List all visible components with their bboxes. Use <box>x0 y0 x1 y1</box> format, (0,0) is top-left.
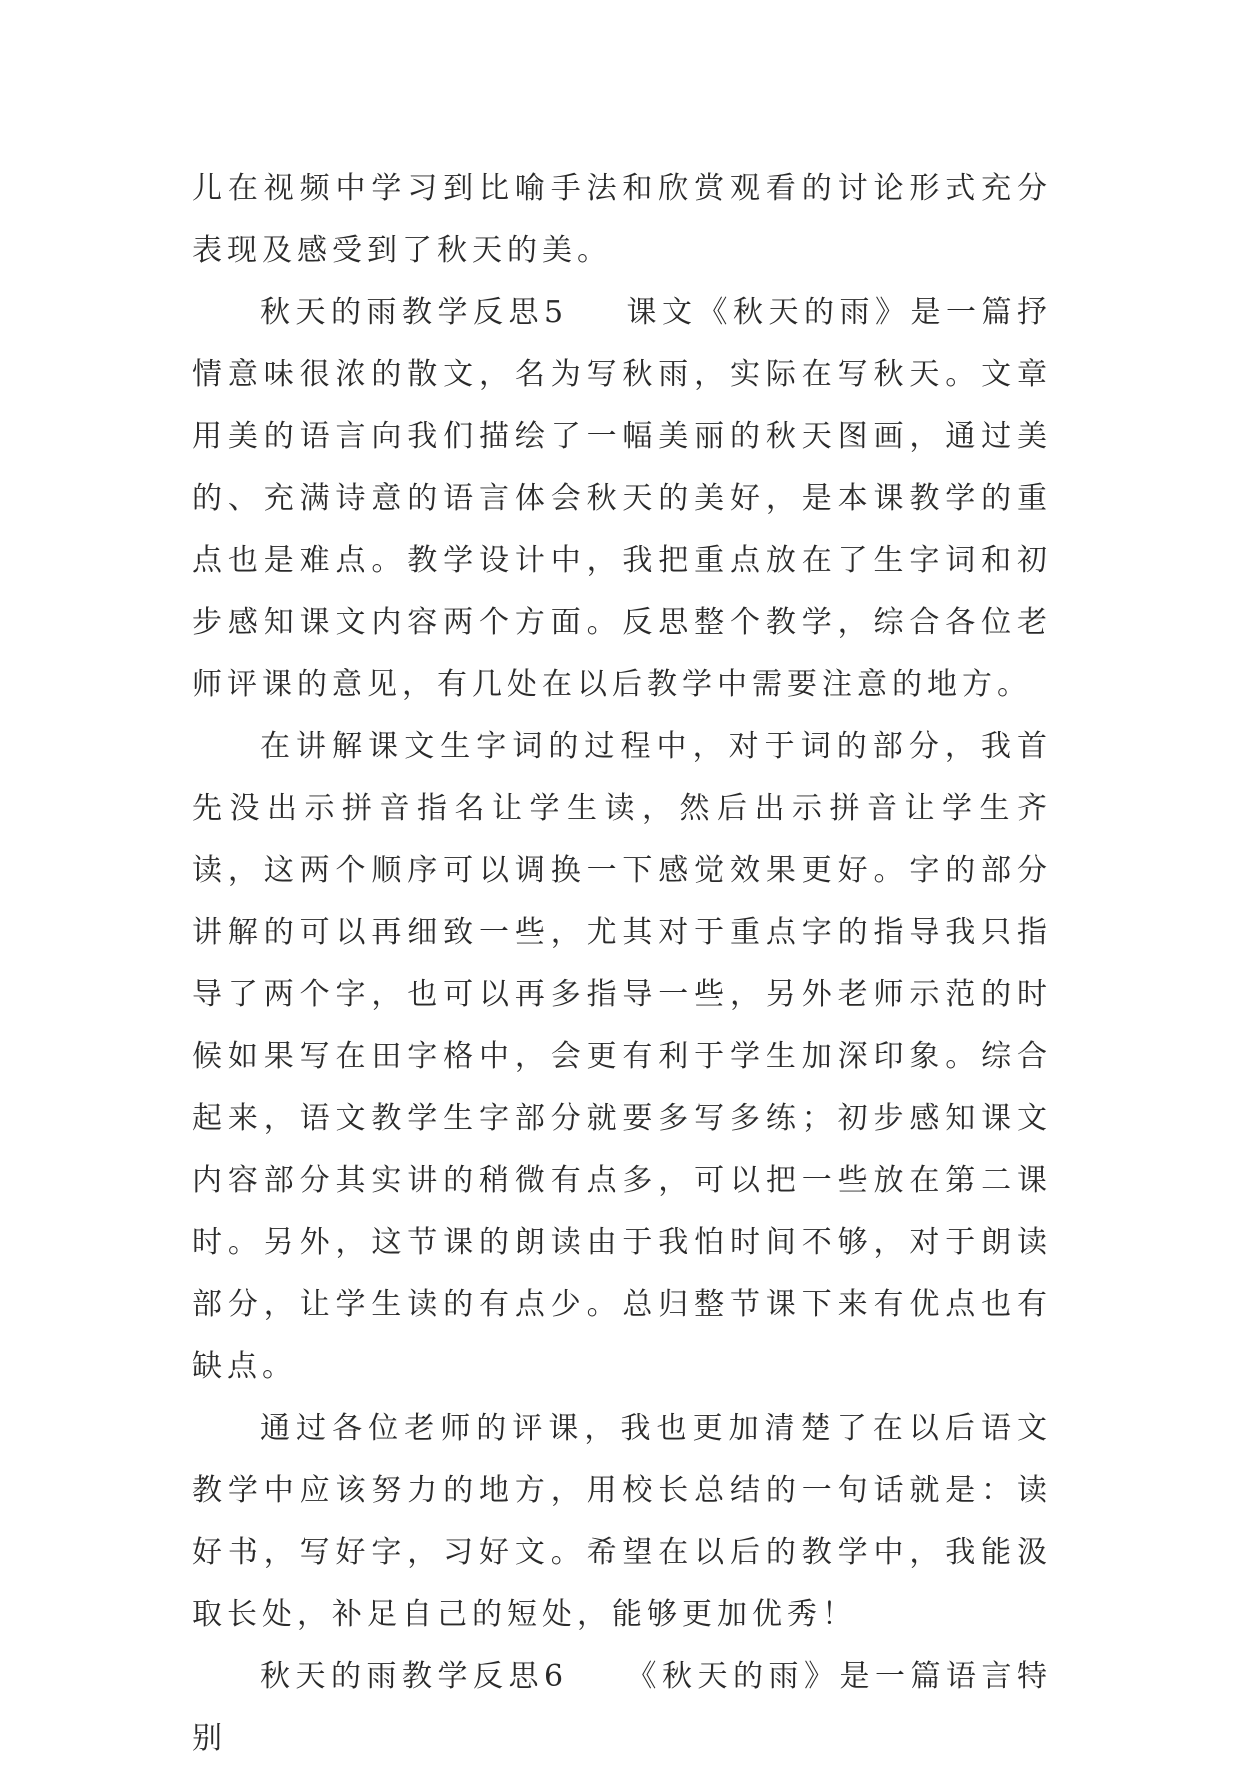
paragraph-text: 通过各位老师的评课，我也更加清楚了在以后语文教学中应该努力的地方，用校长总结的一句话就是：读好书，写好字，习好文。希望在以后的教学中，我能汲取长处，补足自己的短处，能够更加优秀！ <box>192 1411 1052 1632</box>
paragraph-text: 《秋天的雨》是一篇语言特别 <box>192 1659 1053 1756</box>
document-body <box>192 158 1052 1770</box>
paragraph-continued <box>192 158 1052 282</box>
section-heading: 秋天的雨教学反思5 <box>260 295 569 330</box>
paragraph-text: 在讲解课文生字词的过程中，对于词的部分，我首先没出示拼音指名让学生读，然后出示拼音让学生齐读，这两个顺序可以调换一下感觉效果更好。字的部分讲解的可以再细致一些，尤其对于重点字的指导我只指导了两个字，也可以再多指导一些，另外老师示范的时候如果写在田字格中，会更有利于学生加深印象。综合起来，语文教学生字部分就要多写多练；初步感知课文内容部分其实讲的稍微有点多，可以把一些放在第二课时。另外，这节课的朗读由于我怕时间不够，对于朗读部分，让学生读的有点少。总归整节课下来有优点也有缺点。 <box>192 729 1052 1384</box>
paragraph-text: 课文《秋天的雨》是一篇抒情意味很浓的散文，名为写秋雨，实际在写秋天。文章用美的语言向我们描绘了一幅美丽的秋天图画，通过美的、充满诗意的语言体会秋天的美好，是本课教学的重点也是难点。教学设计中，我把重点放在了生字词和初步感知课文内容两个方面。反思整个教学，综合各位老师评课的意见，有几处在以后教学中需要注意的地方。 <box>192 295 1053 702</box>
paragraph-reflection-6 <box>192 1646 1052 1770</box>
paragraph-reflection-5 <box>192 282 1052 716</box>
paragraph-body <box>192 716 1052 1398</box>
section-heading: 秋天的雨教学反思6 <box>260 1659 569 1694</box>
paragraph-body <box>192 1398 1052 1646</box>
paragraph-text: 儿在视频中学习到比喻手法和欣赏观看的讨论形式充分表现及感受到了秋天的美。 <box>192 171 1052 268</box>
